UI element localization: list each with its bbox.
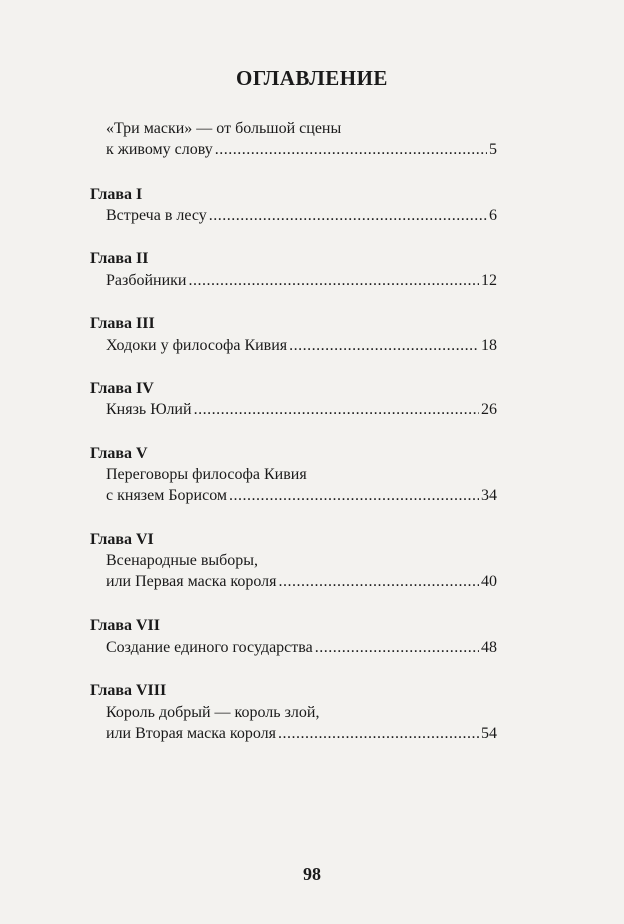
toc-entry-line: Встреча в лесу: [106, 207, 207, 224]
toc-page-number: 26: [481, 401, 497, 418]
chapter-heading: Глава VII: [90, 617, 160, 634]
toc-entry-chapter-5[interactable]: [106, 464, 497, 506]
toc-page-number: 34: [481, 487, 497, 504]
toc-entry-line: с князем Борисом: [106, 487, 228, 504]
chapter-heading: Глава III: [90, 315, 155, 332]
leader-dots: [209, 205, 487, 226]
leader-dots: [194, 399, 479, 420]
leader-dots: [315, 637, 479, 658]
leader-dots: [289, 335, 479, 356]
toc-page-number: 18: [481, 337, 497, 354]
leader-dots: [215, 139, 487, 160]
leader-dots: [188, 270, 479, 291]
leader-dots: [279, 571, 479, 592]
toc-entry-chapter-3[interactable]: [106, 335, 497, 356]
toc-page-number: 5: [489, 141, 497, 158]
chapter-heading: Глава VI: [90, 531, 154, 548]
toc-entry-line: Король добрый — король злой,: [106, 704, 320, 721]
chapter-heading: Глава VIII: [90, 682, 167, 699]
toc-entry-chapter-2[interactable]: [106, 270, 497, 291]
toc-entry-line: или Первая маска короля: [106, 573, 277, 590]
toc-entry-intro[interactable]: [106, 118, 497, 160]
page-number: 98: [303, 864, 321, 884]
toc-page-number: 48: [481, 639, 497, 656]
chapter-heading: Глава IV: [90, 380, 154, 397]
toc-page-number: 6: [489, 207, 497, 224]
toc-entry-chapter-4[interactable]: [106, 399, 497, 420]
toc-page-number: 12: [481, 272, 497, 289]
toc-entry-line: или Вторая маска короля: [106, 725, 276, 742]
toc-page-number: 40: [481, 573, 497, 590]
toc-entry-line: Князь Юлий: [106, 401, 192, 418]
toc-entry-line: Ходоки у философа Кивия: [106, 337, 288, 354]
toc-entry-chapter-8[interactable]: [106, 702, 497, 744]
toc-entry-line: Всенародные выборы,: [106, 552, 259, 569]
toc-entry-chapter-7[interactable]: [106, 637, 497, 658]
toc-page-number: 54: [481, 725, 497, 742]
toc-entry-chapter-1[interactable]: [106, 205, 497, 226]
toc-entry-line: Создание единого государства: [106, 639, 313, 656]
leader-dots: [278, 723, 479, 744]
toc-entry-line: к живому слову: [106, 141, 213, 158]
toc-title: ОГЛАВЛЕНИЕ: [236, 66, 388, 90]
leader-dots: [229, 485, 479, 506]
toc-entry-line: Разбойники: [106, 272, 187, 289]
chapter-heading: Глава V: [90, 445, 148, 462]
chapter-heading: Глава II: [90, 250, 149, 267]
toc-entry-line: Переговоры философа Кивия: [106, 466, 307, 483]
chapter-heading: Глава I: [90, 186, 143, 203]
toc-entry-chapter-6[interactable]: [106, 550, 497, 592]
toc-entry-line: «Три маски» — от большой сцены: [106, 120, 342, 137]
